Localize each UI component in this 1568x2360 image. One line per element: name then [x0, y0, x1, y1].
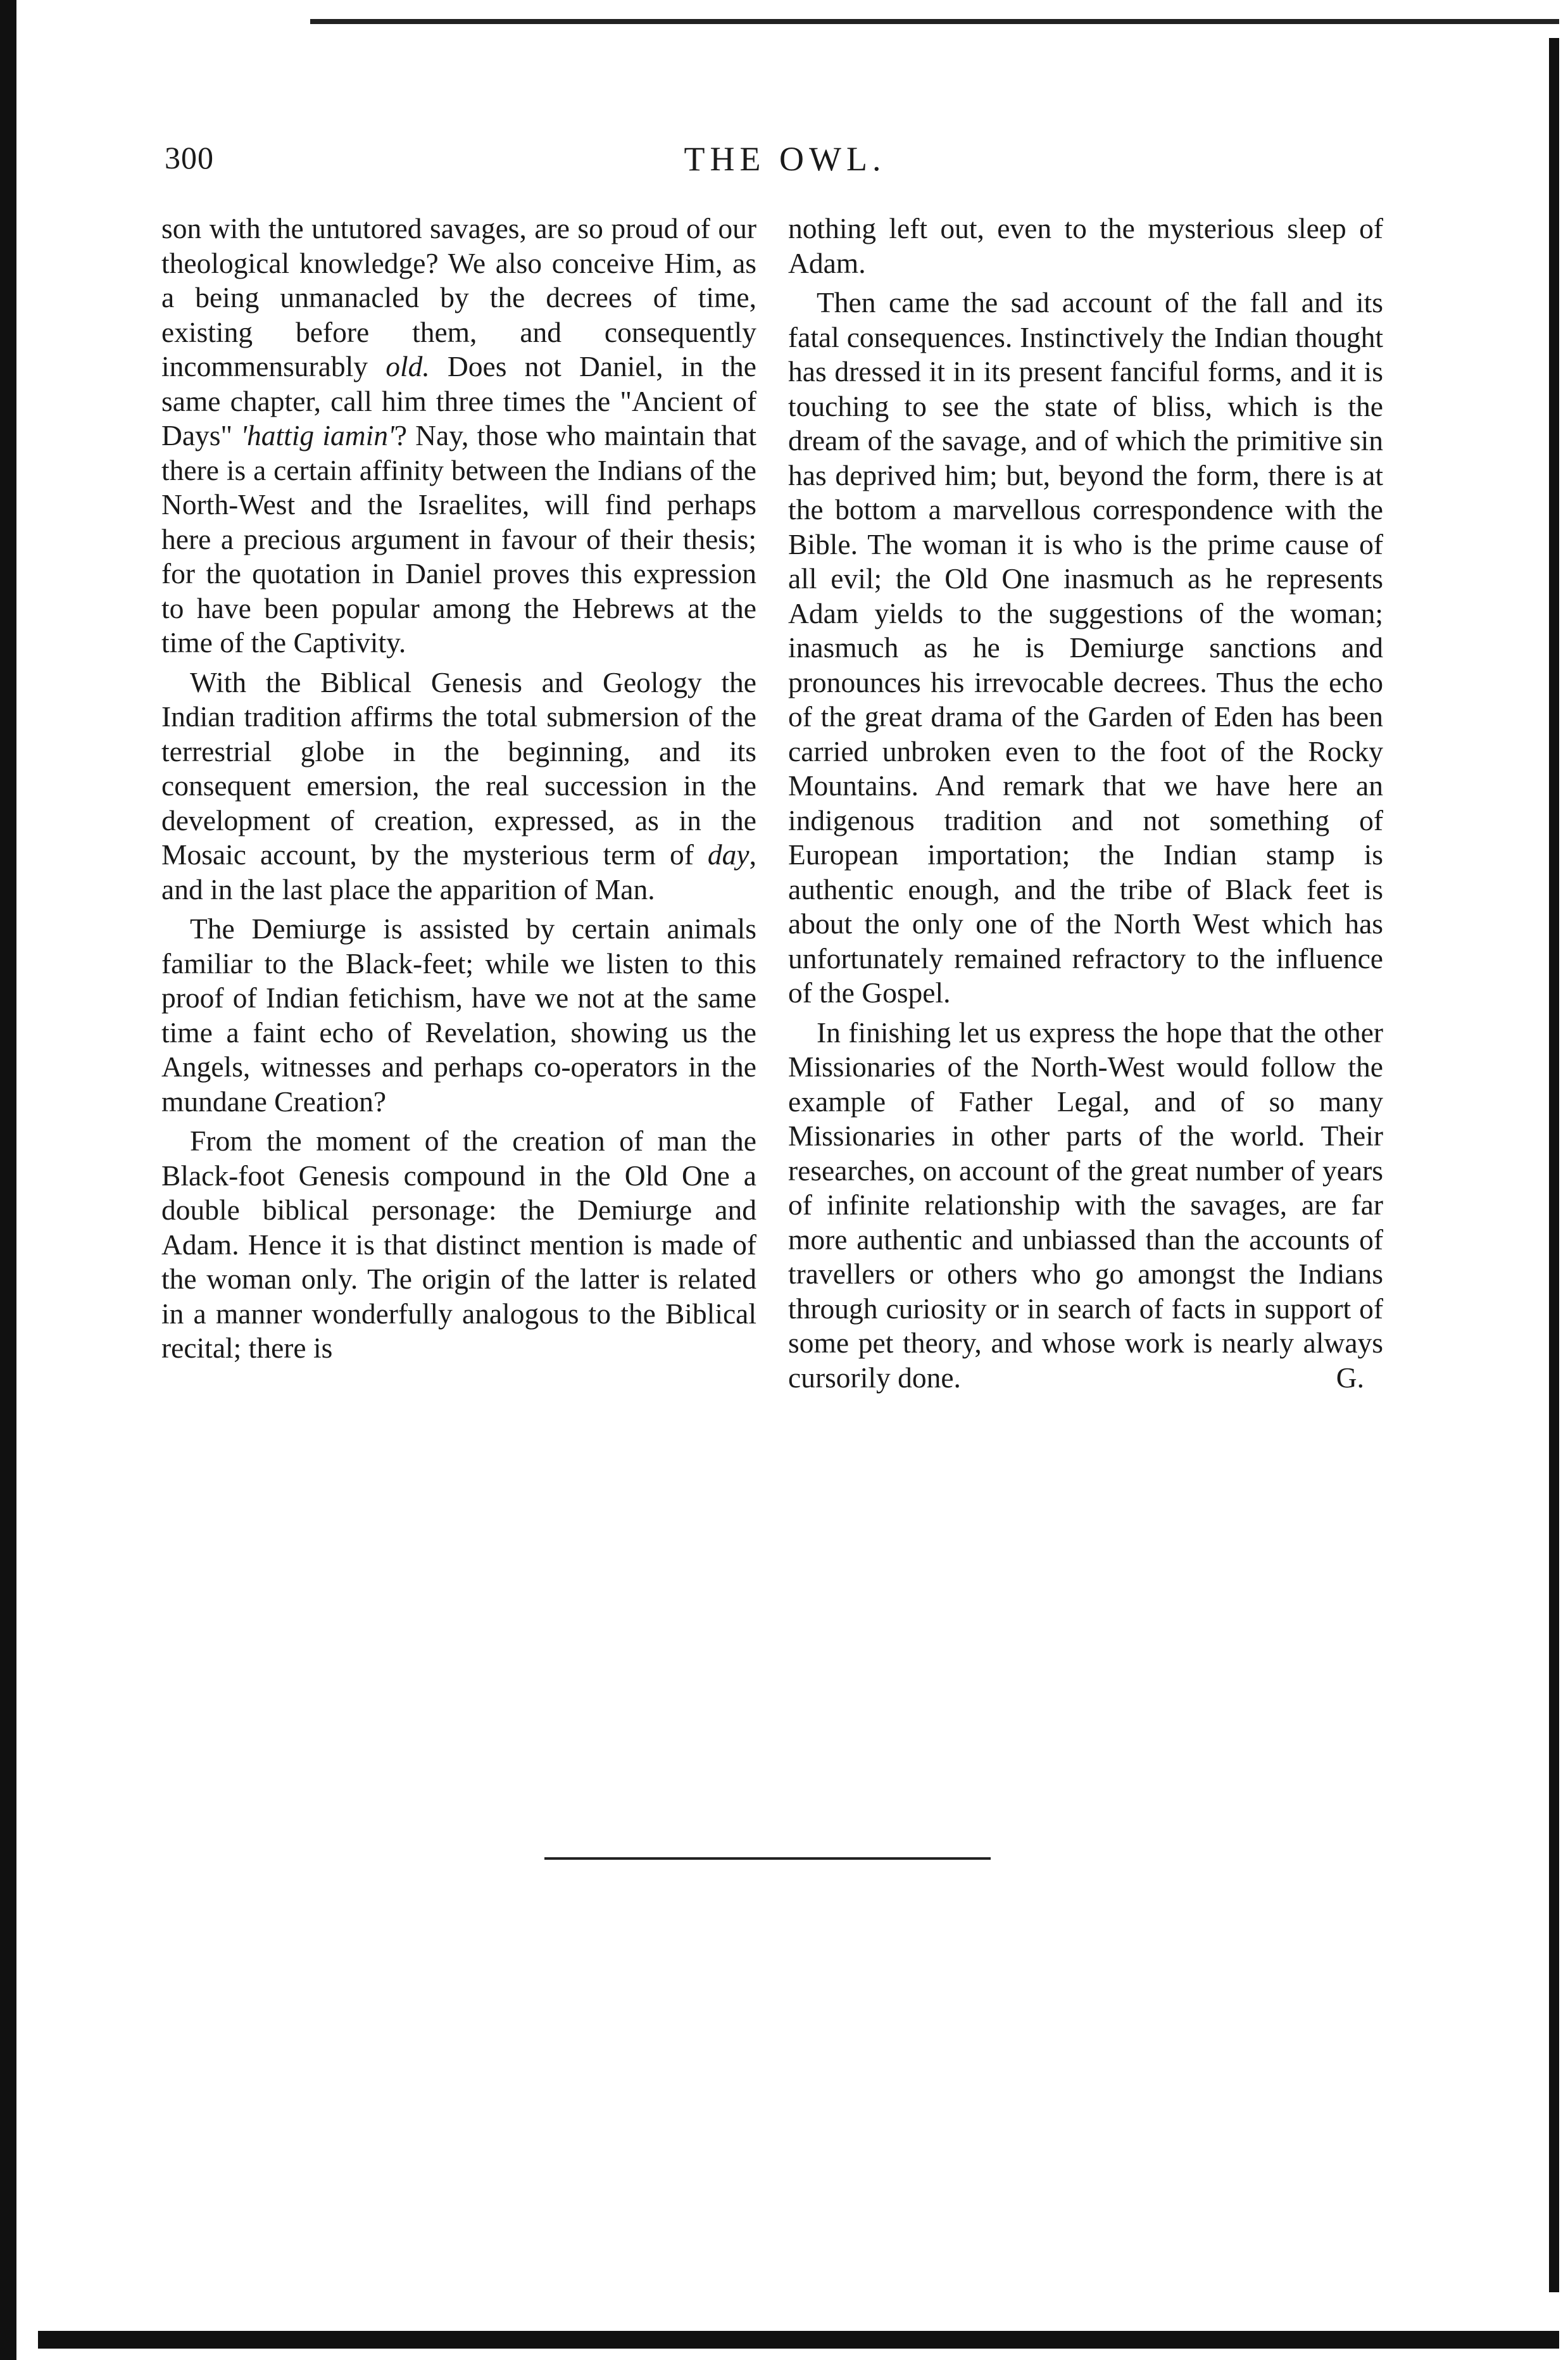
paragraph: With the Biblical Genesis and Geology the Indian tradition affirms the total submersion of the terrestrial globe in the beginning, and its consequent emersion, the real succession in the development of creation, expressed, as in the Mosaic account, by the mysterious term of day, and in the last place the apparition of Man. [161, 666, 756, 906]
journal-title: THE OWL. [684, 140, 886, 178]
scan-border-top [310, 19, 1559, 24]
paragraph: In finishing let us express the hope that the other Missionaries of the North-West would follow the example of Father Legal, and of so many Missionaries in other parts of the world. Their researches, on account of the great number of years of infinite relationship with the savages, are far more authentic and unbiassed than the accounts of travellers or others who go amongst the Indians through curiosity or in search of facts in support of some pet theory, and whose work is nearly always cursorily done. G. [788, 1016, 1383, 1396]
page-number: 300 [165, 140, 214, 175]
scan-border-left [0, 0, 16, 2360]
scan-border-bottom [38, 2331, 1559, 2349]
right-column [788, 211, 1383, 1400]
scan-border-right [1549, 38, 1559, 2292]
author-signature: G. [1336, 1361, 1364, 1394]
paragraph: From the moment of the creation of man the Black-foot Genesis compound in the Old One a double biblical personage: the Demiurge and Adam. Hence it is that distinct mention is made of the woman only. The origin of the latter is related in a manner wonderfully analogous to the Biblical recital; there is [161, 1125, 756, 1364]
end-rule [544, 1857, 991, 1860]
paragraph: Then came the sad account of the fall and its fatal consequences. Instinctively the Indian thought has dressed it in its present fanciful forms, and it is touching to see the state of bliss, which is the dream of the savage, and of which the primitive sin has deprived him; but, beyond the form, there is at the bottom a marvellous correspondence with the Bible. The woman it is who is the prime cause of all evil; the Old One inasmuch as he represents Adam yields to the suggestions of the woman; inasmuch as he is Demiurge sanctions and pronounces his irrevocable decrees. Thus the echo of the great drama of the Garden of Eden has been carried unbroken even to the foot of the Rocky Mountains. And remark that we have here an indigenous tradition and not something of European importation; the Indian stamp is authentic enough, and the tribe of Black feet is about the only one of the North West which has unfortunately remained refractory to the influence of the Gospel. [788, 286, 1383, 1009]
left-column [161, 211, 756, 1371]
running-head [165, 139, 1405, 184]
paragraph: nothing left out, even to the mysterious sleep of Adam. [788, 212, 1383, 279]
paragraph: son with the untutored savages, are so proud of our theological knowledge? We also conceive Him, as a being unmanacled by the decrees of time, existing before them, and consequently incommensurably old. Does not Daniel, in the same chapter, call him three times the "Ancient of Days" 'hattig iamin'? Nay, those who maintain that there is a certain affinity between the Indians of the North-West and the Israelites, will find perhaps here a precious argument in favour of their thesis; for the quotation in Daniel proves this expression to have been popular among the Hebrews at the time of the Captivity. [161, 212, 756, 659]
paragraph: The Demiurge is assisted by certain animals familiar to the Black-feet; while we listen to this proof of Indian fetichism, have we not at the same time a faint echo of Revelation, showing us the Angels, witnesses and perhaps co-operators in the mundane Creation? [161, 912, 756, 1118]
